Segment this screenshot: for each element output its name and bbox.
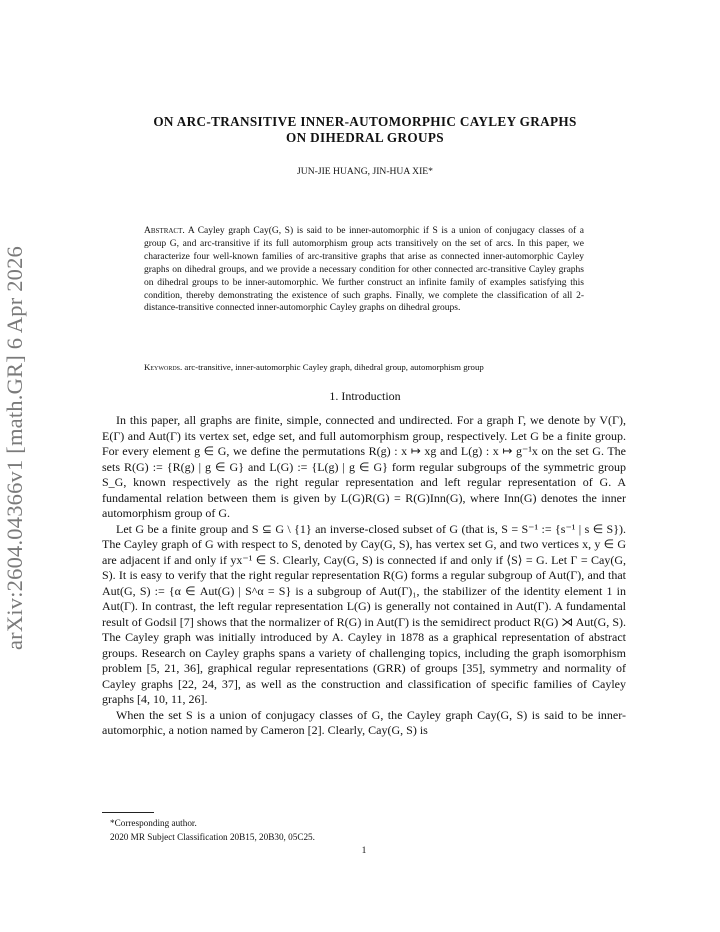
abstract <box>144 225 584 315</box>
paragraph-3: When the set S is a union of conjugacy classes of G, the Cayley graph Cay(G, S) is said to be inner-automorphic, a notion named by Cameron [2]. Clearly, Cay(G, S) is <box>102 707 626 737</box>
abstract-label: Abstract. <box>144 226 185 236</box>
paragraph-2: Let G be a finite group and S ⊆ G \ {1} an inverse-closed subset of G (that is, S = S⁻¹ := {s⁻¹ | s ∈ S}). The Cayley graph of G with respect to S, denoted by Cay(G, S), has vertex set G, and two vertices x, y ∈ G are adjacent if and only if yx⁻¹ ∈ S. Clearly, Cay(G, S) is connected if and only if ⟨S⟩ = G. Let Γ = Cay(G, S). It is easy to verify that the right regular representation R(G) forms a regular subgroup of Aut(Γ), and that Aut(G, S) := {α ∈ Aut(G) | S^α = S} is a subgroup of Aut(Γ)₁, the stabilizer of the identity element 1 in Aut(Γ). In contrast, the left regular representation L(G) is generally not contained in Aut(Γ). A fundamental result of Godsil [7] shows that the normalizer of R(G) in Aut(Γ) is the semidirect product R(G) ⋊ Aut(G, S). The Cayley graph was initially introduced by A. Cayley in 1878 as a graphical representation of abstract groups. Research on Cayley graphs spans a variety of challenging topics, including the graph isomorphism problem [5, 21, 36], graphical regular representations (GRR) of groups [35], symmetry and normality of Cayley graphs [22, 24, 37], as well as the construction and classification of specific families of Cayley graphs [4, 10, 11, 26]. <box>102 521 626 706</box>
title-line-2: ON DIHEDRAL GROUPS <box>286 129 444 145</box>
arxiv-identifier: arXiv:2604.04366v1 [math.GR] 6 Apr 2026 <box>2 245 27 650</box>
keywords-label: Keywords. <box>144 362 183 372</box>
body-text <box>102 413 626 739</box>
keywords-text: arc-transitive, inner-automorphic Cayley graph, dihedral group, automorphism group <box>184 362 484 372</box>
page-number: 1 <box>361 846 367 856</box>
paper-title <box>100 114 630 145</box>
authors: JUN-JIE HUANG, JIN-HUA XIE* <box>297 166 433 177</box>
keywords <box>144 362 614 372</box>
paragraph-1: In this paper, all graphs are finite, simple, connected and undirected. For a graph Γ, we denote by V(Γ), E(Γ) and Aut(Γ) its vertex set, edge set, and full automorphism group, respectively. Let G be a finite group. For every element g ∈ G, we define the permutations R(g) : x ↦ xg and L(g) : x ↦ g⁻¹x on the set G. The sets R(G) := {R(g) | g ∈ G} and L(G) := {L(g) | g ∈ G} form regular subgroups of the symmetric group S_G, known respectively as the right regular representation and left regular representation of G. A fundamental relation between them is given by L(G)R(G) = R(G)Inn(G), where Inn(G) denotes the inner automorphism group of G. <box>102 413 626 520</box>
abstract-text: A Cayley graph Cay(G, S) is said to be inner-automorphic if S is a union of conjugacy classes of a group G, and arc-transitive if its full automorphism group acts transitively on the set of arcs. In this paper, we characterize four well-known families of arc-transitive graphs that arise as connected inner-automorphic Cayley graphs on dihedral groups, and we provide a necessary condition for other connected arc-transitive Cayley graphs on dihedral groups to be inner-automorphic. We further construct an infinite family of examples satisfying this condition, thereby demonstrating the existence of such graphs. Finally, we complete the classification of all 2-distance-transitive connected inner-automorphic Cayley graphs on dihedral groups. <box>144 226 584 314</box>
section-heading-introduction: 1. Introduction <box>329 389 401 403</box>
footnote-msc: 2020 MR Subject Classification 20B15, 20B30, 05C25. <box>110 832 315 842</box>
footnote-corresponding-author: *Corresponding author. <box>110 818 197 828</box>
footnote-rule <box>102 812 154 813</box>
title-line-1: ON ARC-TRANSITIVE INNER-AUTOMORPHIC CAYLEY GRAPHS <box>153 114 577 129</box>
